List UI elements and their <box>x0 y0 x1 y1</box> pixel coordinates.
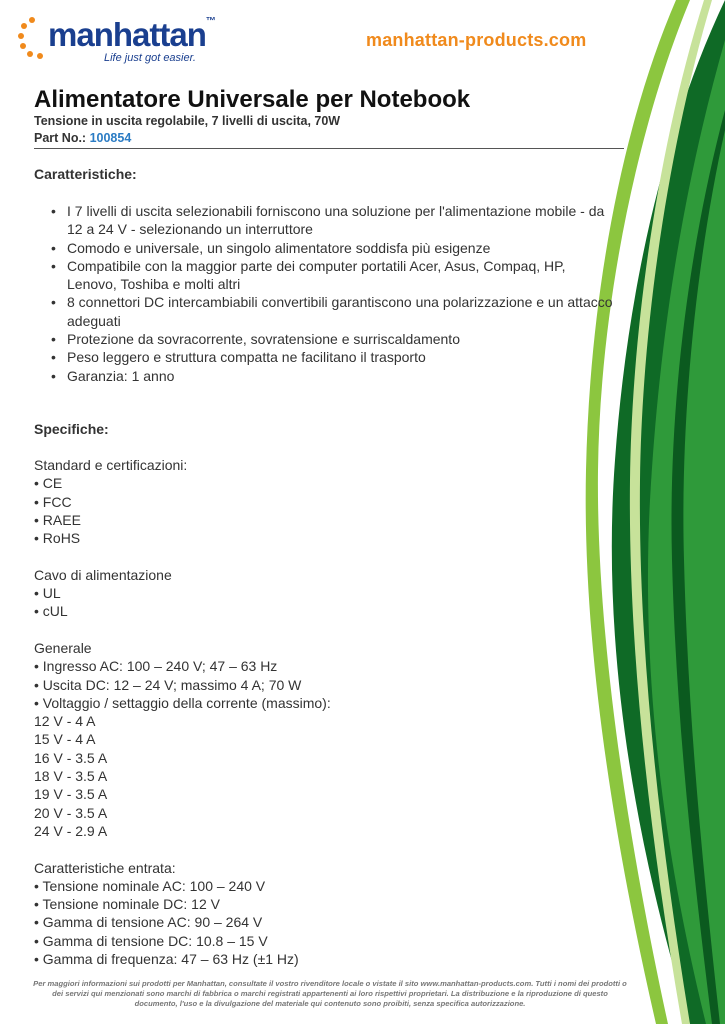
spec-item: • cUL <box>34 603 68 620</box>
spec-item: • Ingresso AC: 100 – 240 V; 47 – 63 Hz <box>34 658 278 675</box>
list-item: • Protezione da sovracorrente, sovratensione e surriscaldamento <box>34 330 614 348</box>
spec-group-title: Caratteristiche entrata: <box>34 859 176 876</box>
product-title: Alimentatore Universale per Notebook <box>34 86 471 113</box>
header-divider <box>34 148 624 149</box>
list-item: • I 7 livelli di uscita selezionabili forniscono una soluzione per l'alimentazione mobile - da 12 a 24 V - selezionando un interruttore <box>34 202 614 239</box>
list-item: • Peso leggero e struttura compatta ne facilitano il trasporto <box>34 348 614 366</box>
spec-item: 15 V - 4 A <box>34 731 96 748</box>
spec-item: • Uscita DC: 12 – 24 V; massimo 4 A; 70 W <box>34 676 302 693</box>
features-list <box>34 202 614 385</box>
logo-wordmark: manhattan™ <box>48 16 215 53</box>
specs-body <box>34 456 594 968</box>
spec-item: 19 V - 3.5 A <box>34 786 108 803</box>
manhattan-logo <box>18 14 218 66</box>
spec-item: 24 V - 2.9 A <box>34 822 108 839</box>
list-item: • Garanzia: 1 anno <box>34 367 614 385</box>
spec-group-title: Generale <box>34 639 92 656</box>
spec-item: • RoHS <box>34 530 81 547</box>
specs-heading: Specifiche: <box>34 421 109 437</box>
spec-item: • Voltaggio / settaggio della corrente (massimo): <box>34 694 331 711</box>
spec-item: • Gamma di tensione DC: 10.8 – 15 V <box>34 932 268 949</box>
website-link[interactable]: manhattan-products.com <box>366 30 587 50</box>
features-heading: Caratteristiche: <box>34 166 137 182</box>
spec-item: • UL <box>34 585 61 602</box>
spec-item: 18 V - 3.5 A <box>34 768 108 785</box>
spec-group-title: Cavo di alimentazione <box>34 566 172 583</box>
spec-item: 16 V - 3.5 A <box>34 749 108 766</box>
list-item: • Comodo e universale, un singolo alimentatore soddisfa più esigenze <box>34 239 614 257</box>
part-number <box>34 131 131 145</box>
spec-group-title: Standard e certificazioni: <box>34 457 188 473</box>
spec-item: 20 V - 3.5 A <box>34 804 108 821</box>
spec-item: • FCC <box>34 493 72 510</box>
part-number-value: 100854 <box>89 131 132 145</box>
footer-disclaimer: Per maggiori informazioni sui prodotti per Manhattan, consultate il vostro rivenditore locale o vistate il sito www.manhattan-products.com. Tutti i nomi dei prodotti o dei servizi qui menzionati sono marchi di fabbrica o marchi registrati appartenenti ai loro rispettivi proprietari. La distribuzione e la riproduzione di questo documento, l'uso e la divulgazione del materiale qui contenuto sono proibiti, senza specifica autorizzazione. <box>33 979 627 1008</box>
part-number-label: Part No.: <box>34 131 87 145</box>
spec-item: • CE <box>34 475 63 492</box>
logo-tagline: Life just got easier. <box>104 52 196 64</box>
spec-item: • Tensione nominale DC: 12 V <box>34 896 220 913</box>
logo-dots-icon <box>18 14 50 62</box>
list-item: • 8 connettori DC intercambiabili convertibili garantiscono una polarizzazione e un attacco adeguati <box>34 293 614 330</box>
spec-item: • Gamma di frequenza: 47 – 63 Hz (±1 Hz) <box>34 951 299 968</box>
list-item: • Compatibile con la maggior parte dei computer portatili Acer, Asus, Compaq, HP, Lenovo, Toshiba e molti altri <box>34 257 614 294</box>
product-subtitle: Tensione in uscita regolabile, 7 livelli di uscita, 70W <box>34 114 341 128</box>
spec-item: • Gamma di tensione AC: 90 – 264 V <box>34 914 263 931</box>
spec-item: • RAEE <box>34 511 81 528</box>
spec-item: • Tensione nominale AC: 100 – 240 V <box>34 877 266 894</box>
spec-item: 12 V - 4 A <box>34 713 96 730</box>
